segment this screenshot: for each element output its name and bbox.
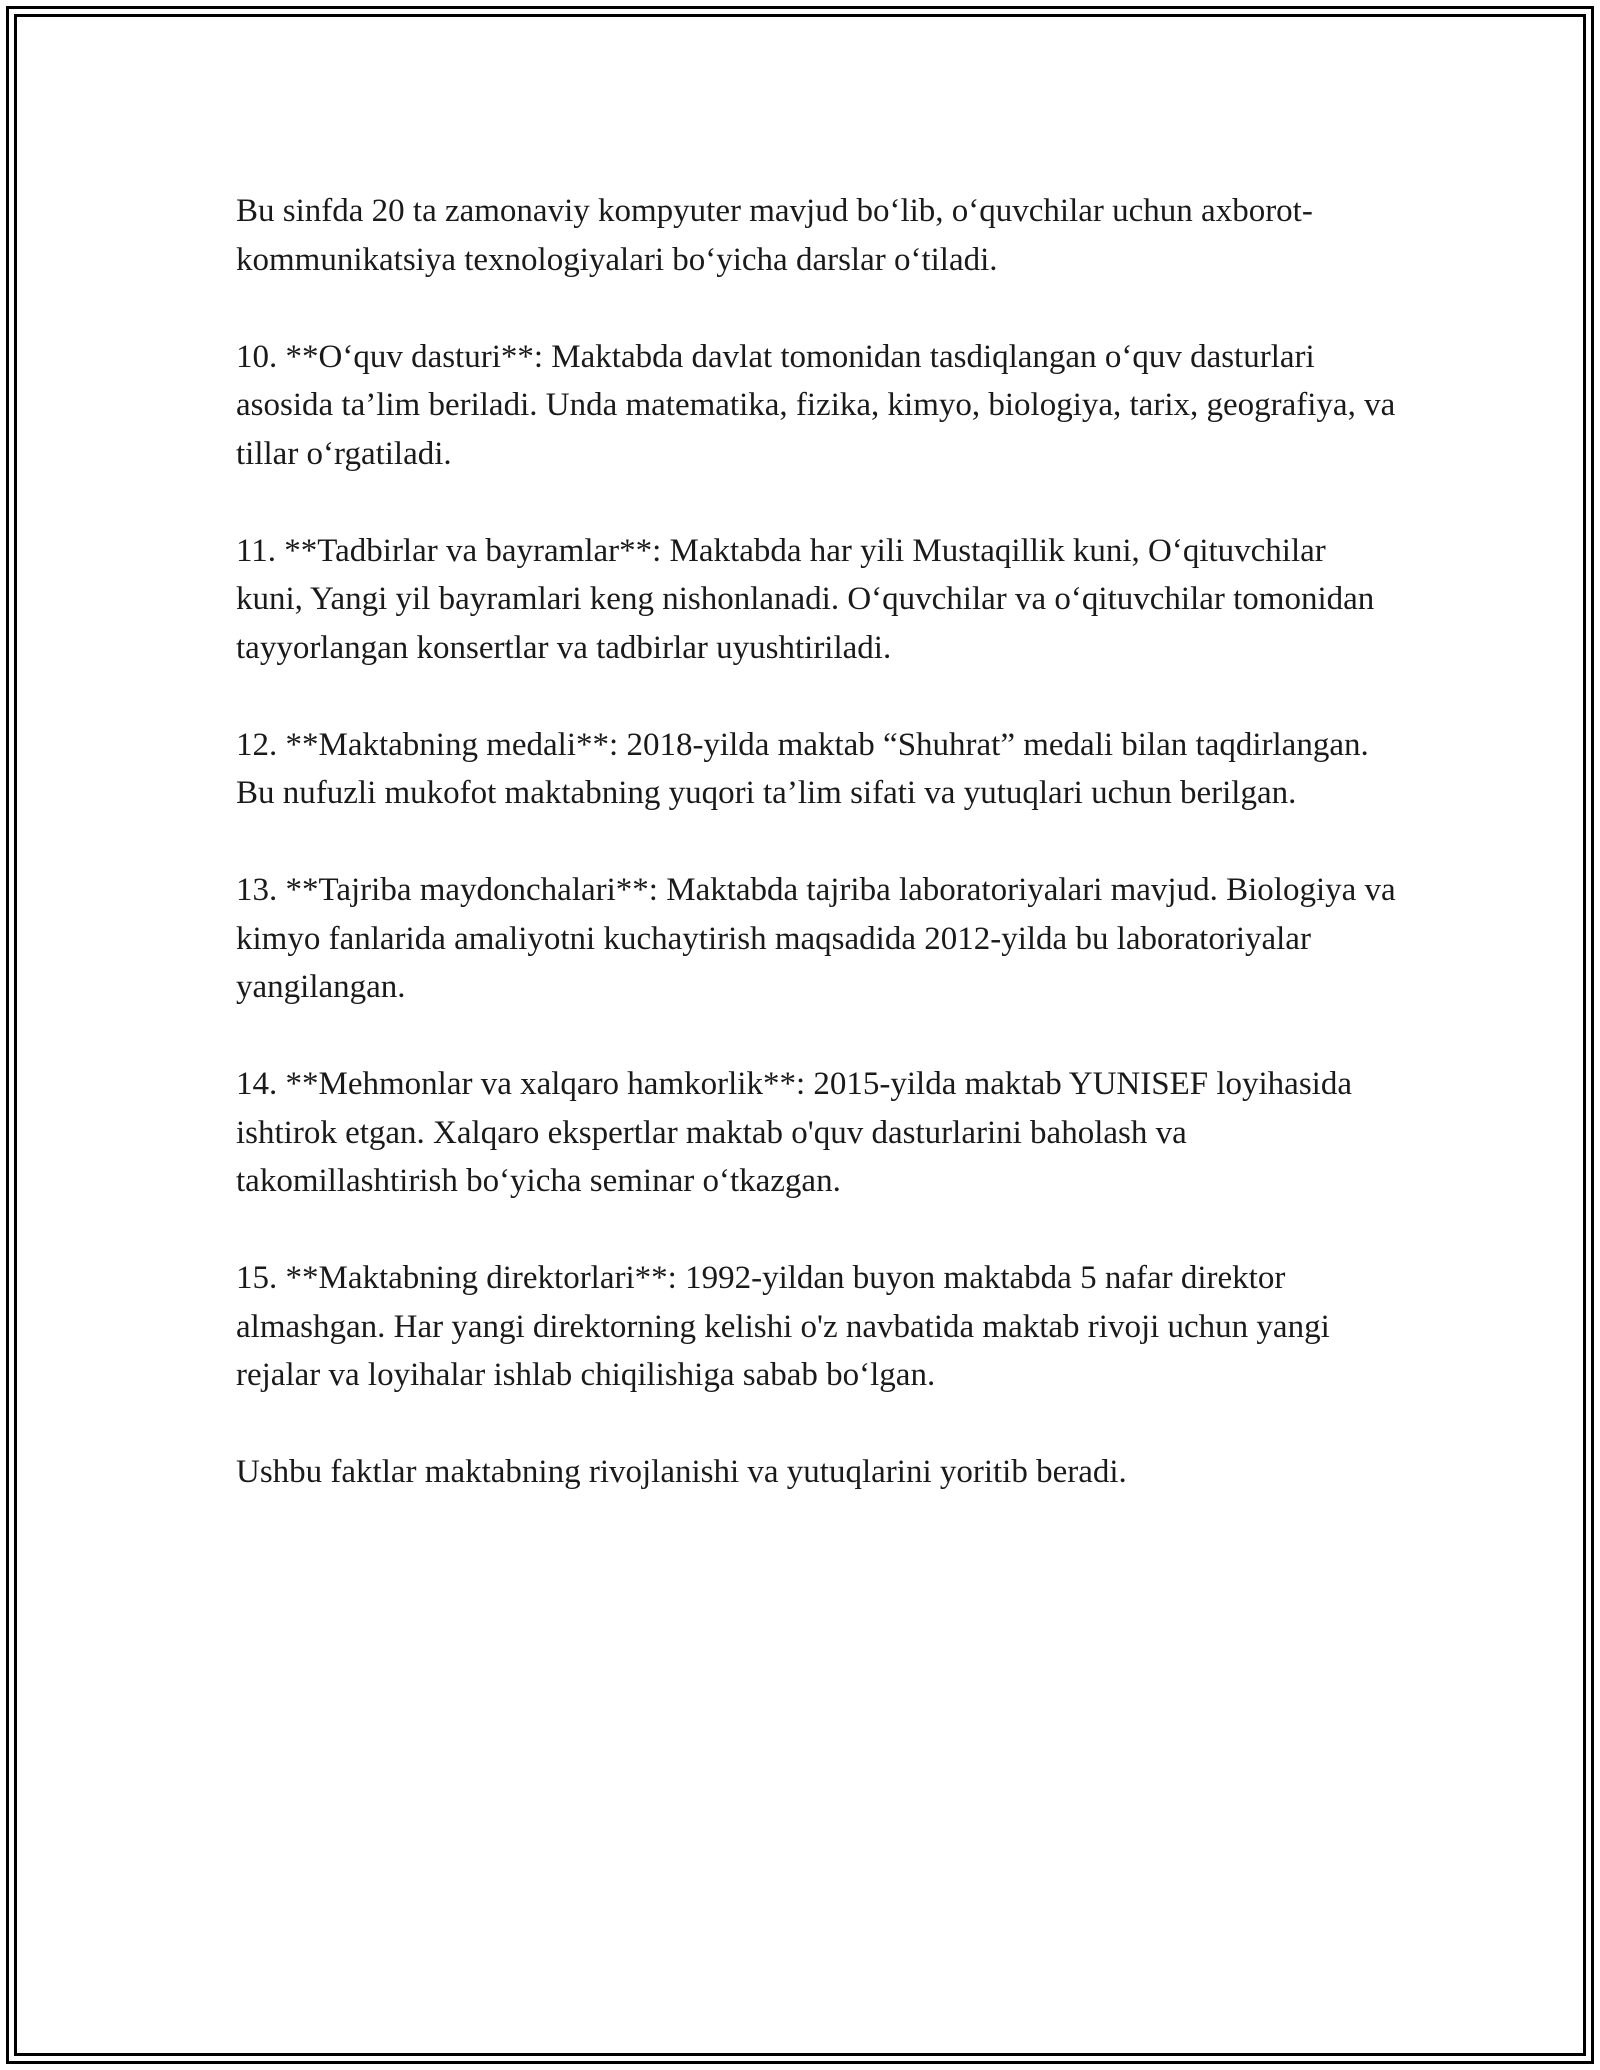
paragraph-item-13: 13. **Tajriba maydonchalari**: Maktabda tajriba laboratoriyalari mavjud. Biologiya va kimyo fanlarida amaliyotni kuchaytirish maqsadida 2012-yilda bu laboratoriyalar yangilangan.: [236, 872, 1396, 1005]
paragraph-item-10: 10. **O‘quv dasturi**: Maktabda davlat tomonidan tasdiqlangan o‘quv dasturlari asosida ta’lim beriladi. Unda matematika, fizika, kimyo, biologiya, tarix, geografiya, va tillar o‘rgatiladi.: [236, 338, 1396, 472]
document-body: [236, 187, 1396, 1545]
paragraph-item-14: 14. **Mehmonlar va xalqaro hamkorlik**: 2015-yilda maktab YUNISEF loyihasida ishtirok etgan. Xalqaro ekspertlar maktab o'quv dasturlarini baholash va takomillashtirish bo‘yicha seminar o‘tkazgan.: [236, 1066, 1352, 1199]
paragraph-conclusion: Ushbu faktlar maktabning rivojlanishi va yutuqlarini yoritib beradi.: [236, 1454, 1127, 1490]
paragraph-item-15: 15. **Maktabning direktorlari**: 1992-yildan buyon maktabda 5 nafar direktor almashgan. Har yangi direktorning kelishi o'z navbatida maktab rivoji uchun yangi rejalar va loyihalar ishlab chiqilishiga sabab bo‘lgan.: [236, 1260, 1330, 1393]
paragraph-intro: Bu sinfda 20 ta zamonaviy kompyuter mavjud bo‘lib, o‘quvchilar uchun axborot-kommunikatsiya texnologiyalari bo‘yicha darslar o‘tiladi.: [236, 193, 1313, 278]
paragraph-item-12: 12. **Maktabning medali**: 2018-yilda maktab “Shuhrat” medali bilan taqdirlangan. Bu nufuzli mukofot maktabning yuqori ta’lim sifati va yutuqlari uchun berilgan.: [236, 726, 1369, 811]
paragraph-item-11: 11. **Tadbirlar va bayramlar**: Maktabda har yili Mustaqillik kuni, O‘qituvchilar kuni, Yangi yil bayramlari keng nishonlanadi. O‘quvchilar va o‘qituvchilar tomonidan tayyorlangan konsertlar va tadbirlar uyushtiriladi.: [236, 532, 1375, 666]
